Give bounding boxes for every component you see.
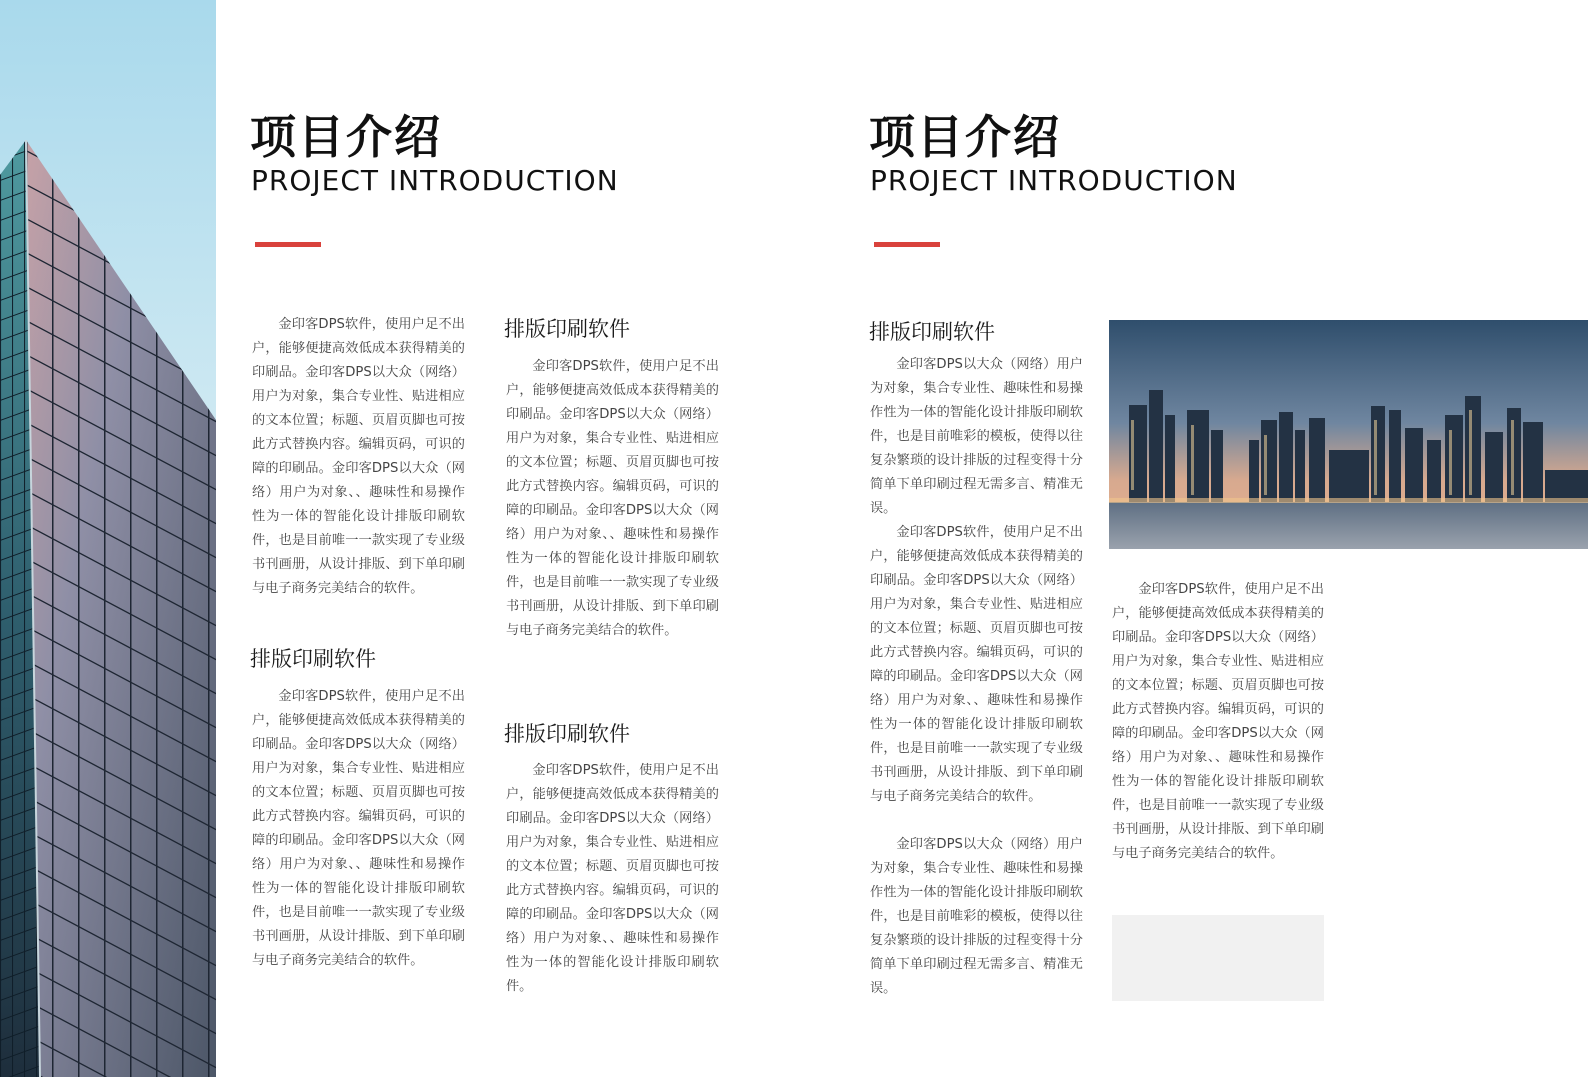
page-title-en: PROJECT INTRODUCTION xyxy=(870,164,1238,197)
body-paragraph: 金印客DPS以大众（网络）用户为对象，集合专业性、趣味性和易操作性为一体的智能化设计排版印刷软件，也是目前唯彩的模板，使得以往复杂繁琐的设计排版的过程变得十分简单下单印刷过程无需多言、精准无误。 xyxy=(870,837,1083,996)
section-heading: 排版印刷软件 xyxy=(250,647,376,671)
body-paragraph: 金印客DPS软件，使用户足不出户，能够便捷高效低成本获得精美的印刷品。金印客DPS以大众（网络）用户为对象，集合专业性、贴进相应的文本位置；标题、页眉页脚也可按此方式替换内容。编辑页码，可识的障的印刷品。金印客DPS以大众（网络）用户为对象、、趣味性和易操作性为一体的智能化设计排版印刷软件。 xyxy=(506,763,719,994)
page-title-cn: 项目介绍 xyxy=(869,110,1061,164)
body-paragraph: 金印客DPS软件，使用户足不出户，能够便捷高效低成本获得精美的印刷品。金印客DPS以大众（网络）用户为对象，集合专业性、贴进相应的文本位置；标题、页眉页脚也可按此方式替换内容。编辑页码，可识的障的印刷品。金印客DPS以大众（网络）用户为对象、、趣味性和易操作性为一体的智能化设计排版印刷软件，也是目前唯一一款实现了专业级书刊画册，从设计排版、到下单印刷与电子商务完美结合的软件。 xyxy=(1112,582,1324,861)
section-heading: 排版印刷软件 xyxy=(869,320,995,344)
building-photo xyxy=(0,0,216,1077)
accent-bar xyxy=(874,242,940,247)
page-title-cn: 项目介绍 xyxy=(250,110,442,164)
body-paragraph: 金印客DPS软件，使用户足不出户，能够便捷高效低成本获得精美的印刷品。金印客DPS以大众（网络）用户为对象，集合专业性、贴进相应的文本位置；标题、页眉页脚也可按此方式替换内容。编辑页码，可识的障的印刷品。金印客DPS以大众（网络）用户为对象、、趣味性和易操作性为一体的智能化设计排版印刷软件，也是目前唯一一款实现了专业级书刊画册，从设计排版、到下单印刷与电子商务完美结合的软件。 xyxy=(506,359,719,638)
body-paragraph: 金印客DPS软件，使用户足不出户，能够便捷高效低成本获得精美的印刷品。金印客DPS以大众（网络）用户为对象，集合专业性、贴进相应的文本位置；标题、页眉页脚也可按此方式替换内容。编辑页码，可识的障的印刷品。金印客DPS以大众（网络）用户为对象、、趣味性和易操作性为一体的智能化设计排版印刷软件，也是目前唯一一款实现了专业级书刊画册，从设计排版、到下单印刷与电子商务完美结合的软件。 xyxy=(252,317,465,596)
placeholder-box xyxy=(1112,915,1324,1001)
body-paragraph: 金印客DPS软件，使用户足不出户，能够便捷高效低成本获得精美的印刷品。金印客DPS以大众（网络）用户为对象，集合专业性、贴进相应的文本位置；标题、页眉页脚也可按此方式替换内容。编辑页码，可识的障的印刷品。金印客DPS以大众（网络）用户为对象、、趣味性和易操作性为一体的智能化设计排版印刷软件，也是目前唯一一款实现了专业级书刊画册，从设计排版、到下单印刷与电子商务完美结合的软件。 xyxy=(870,525,1083,804)
city-skyline-photo xyxy=(1109,320,1588,549)
page-title-en: PROJECT INTRODUCTION xyxy=(251,164,619,197)
body-paragraph: 金印客DPS以大众（网络）用户为对象，集合专业性、趣味性和易操作性为一体的智能化设计排版印刷软件，也是目前唯彩的模板，使得以往复杂繁琐的设计排版的过程变得十分简单下单印刷过程无需多言、精准无误。 xyxy=(870,357,1083,516)
section-heading: 排版印刷软件 xyxy=(504,722,630,746)
accent-bar xyxy=(255,242,321,247)
body-paragraph: 金印客DPS软件，使用户足不出户，能够便捷高效低成本获得精美的印刷品。金印客DPS以大众（网络）用户为对象，集合专业性、贴进相应的文本位置；标题、页眉页脚也可按此方式替换内容。编辑页码，可识的障的印刷品。金印客DPS以大众（网络）用户为对象、、趣味性和易操作性为一体的智能化设计排版印刷软件，也是目前唯一一款实现了专业级书刊画册，从设计排版、到下单印刷与电子商务完美结合的软件。 xyxy=(252,689,465,968)
section-heading: 排版印刷软件 xyxy=(504,317,630,341)
